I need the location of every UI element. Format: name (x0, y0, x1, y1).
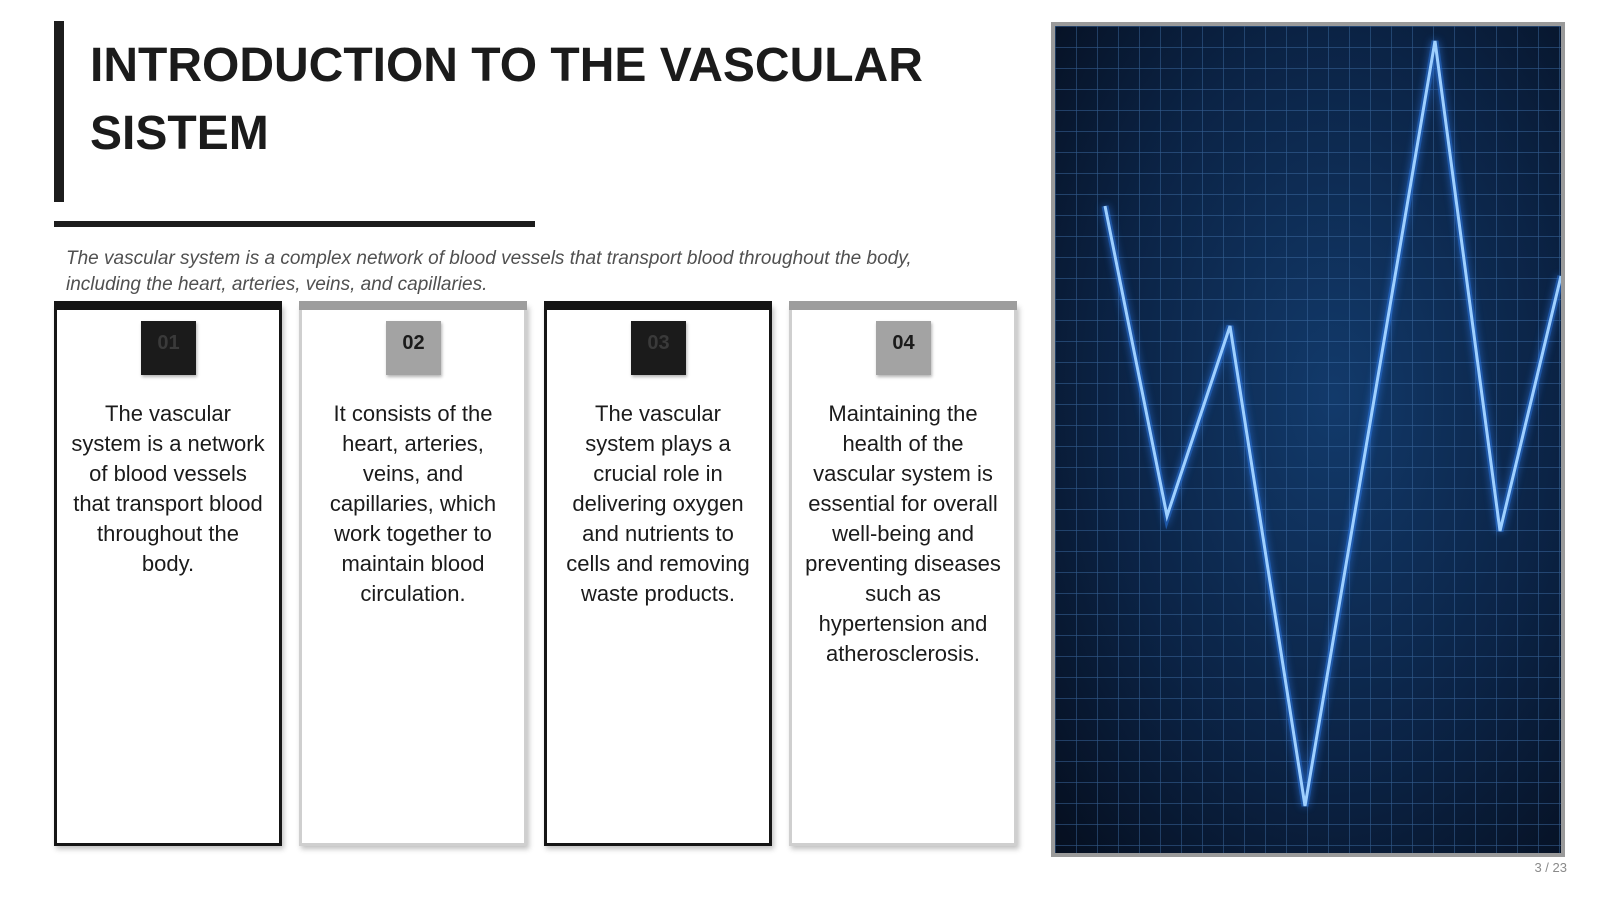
title-divider (54, 221, 535, 227)
card-top-strip (299, 301, 527, 310)
card-1 (54, 304, 282, 846)
ecg-heartbeat-grid-image (1055, 26, 1561, 853)
card-number-badge: 03 (631, 321, 686, 375)
ecg-heartbeat-image (1051, 22, 1565, 857)
card-4 (789, 304, 1017, 846)
card-number-badge: 04 (876, 321, 931, 375)
card-text: Maintaining the health of the vascular system is essential for overall well-being and preventing diseases such as hypertension and atherosclerosis. (805, 401, 1001, 666)
card-2 (299, 304, 527, 846)
card-number-badge: 02 (386, 321, 441, 375)
title-accent-bar (54, 21, 64, 202)
card-top-strip (54, 301, 282, 310)
slide-subtitle: The vascular system is a complex network of blood vessels that transport blood throughout the body, including the heart, arteries, veins, and capillaries. (66, 248, 912, 295)
card-top-strip (544, 301, 772, 310)
page-number: 3 / 23 (1534, 860, 1567, 875)
card-3 (544, 304, 772, 846)
card-text: The vascular system is a network of blood vessels that transport blood throughout the body. (71, 401, 265, 576)
slide-title: INTRODUCTION TO THE VASCULAR SISTEM (90, 39, 923, 160)
card-number-badge: 01 (141, 321, 196, 375)
card-text: It consists of the heart, arteries, veins, and capillaries, which work together to maintain blood circulation. (329, 401, 497, 606)
card-top-strip (789, 301, 1017, 310)
card-text: The vascular system plays a crucial role in delivering oxygen and nutrients to cells and removing waste products. (566, 401, 750, 606)
